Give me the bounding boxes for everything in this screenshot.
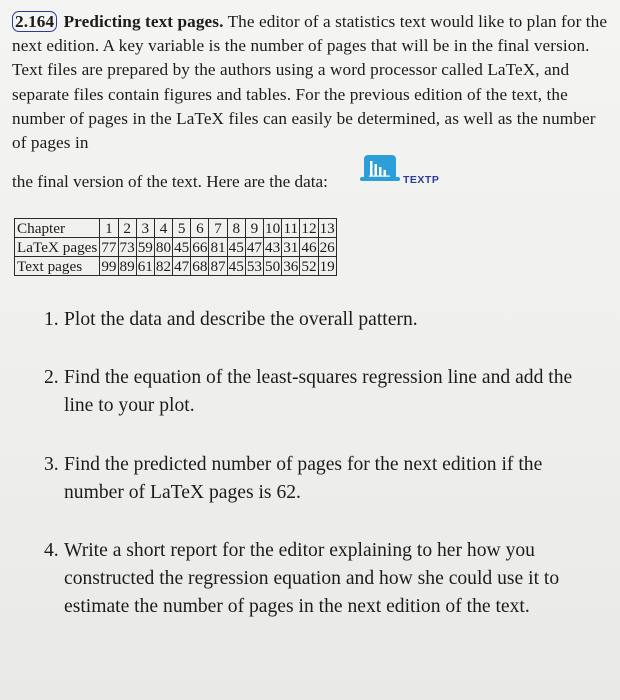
table-cell: 45 — [174, 238, 190, 256]
table-cell: 47 — [174, 257, 190, 275]
table-cell: 6 — [191, 219, 209, 238]
table-cell: 80 — [155, 238, 172, 256]
table-cell: 8 — [227, 219, 245, 238]
table-cell: 68 — [192, 257, 208, 275]
data-file-icon[interactable] — [364, 155, 396, 181]
table-cell: 4 — [154, 219, 172, 238]
table-cell: 82 — [155, 257, 172, 275]
task-number: 3. — [44, 454, 59, 475]
task-number: 1. — [44, 309, 59, 330]
row-label: Chapter — [15, 219, 100, 238]
task-list — [44, 306, 574, 621]
table-cell: 31 — [283, 238, 299, 256]
row-label: LaTeX pages — [15, 238, 100, 257]
table-cell: 3 — [136, 219, 154, 238]
table-cell: 19 — [319, 257, 335, 275]
table-cell: 9 — [245, 219, 263, 238]
table-cell: 81 — [210, 238, 226, 256]
problem-statement — [12, 10, 612, 155]
problem-number: 2.164 — [12, 11, 57, 32]
table-cell: 73 — [119, 238, 135, 256]
task-number: 4. — [44, 540, 59, 561]
table-cell: 59 — [137, 238, 153, 256]
bar-chart-icon — [369, 159, 391, 177]
row-label: Text pages — [15, 257, 100, 276]
table-cell: 13 — [319, 219, 335, 237]
table-cell: 36 — [283, 257, 299, 275]
table-cell: 46 — [301, 238, 317, 256]
table-row — [15, 238, 337, 257]
table-cell: 7 — [209, 219, 227, 238]
problem-body: The editor of a statistics text would like to plan for the next edition. A key variable is the number of pages that will be in the final version. Text files are prepared by the authors using a word processor called LaTeX, and separate files contain figures and tables. For the previous edition of the text, the number of pages in the LaTeX files can easily be determined, as well as the number of pages in — [12, 12, 608, 153]
table-cell: 53 — [246, 257, 263, 275]
table-cell: 5 — [173, 219, 191, 238]
data-table — [14, 218, 337, 276]
table-cell: 2 — [118, 219, 136, 238]
table-cell: 11 — [283, 219, 299, 237]
table-cell: 89 — [119, 257, 135, 275]
data-intro-line: the final version of the text. Here are the data: — [12, 172, 328, 191]
table-cell: 1 — [100, 219, 118, 238]
table-cell: 47 — [246, 238, 263, 256]
table-cell: 12 — [301, 219, 317, 237]
table-row — [15, 219, 337, 238]
table-cell: 45 — [228, 238, 244, 256]
task-item — [44, 537, 574, 621]
table-cell: 61 — [137, 257, 153, 275]
table-cell: 66 — [192, 238, 208, 256]
task-item — [44, 364, 574, 420]
table-cell: 10 — [265, 219, 281, 237]
table-cell: 43 — [265, 238, 281, 256]
task-text: Find the predicted number of pages for the next edition if the number of LaTeX pages is 62. — [64, 454, 543, 503]
task-number: 2. — [44, 367, 59, 388]
table-cell: 50 — [265, 257, 281, 275]
task-text: Plot the data and describe the overall pattern. — [64, 309, 418, 330]
task-item — [44, 306, 574, 334]
table-cell: 52 — [301, 257, 317, 275]
table-cell: 99 — [101, 257, 117, 275]
task-text: Write a short report for the editor explaining to her how you constructed the regression equation and how she could use it to estimate the number of pages in the next edition of the text. — [64, 540, 560, 617]
table-cell: 87 — [210, 257, 226, 275]
problem-title: Predicting text pages. — [63, 12, 224, 31]
table-cell: 77 — [101, 238, 117, 256]
table-row — [15, 257, 337, 276]
task-text: Find the equation of the least-squares regression line and add the line to your plot. — [64, 367, 573, 416]
table-cell: 26 — [319, 238, 335, 256]
table-cell: 45 — [228, 257, 244, 275]
task-item — [44, 451, 574, 507]
data-file-tag[interactable]: TEXTP — [403, 174, 440, 186]
